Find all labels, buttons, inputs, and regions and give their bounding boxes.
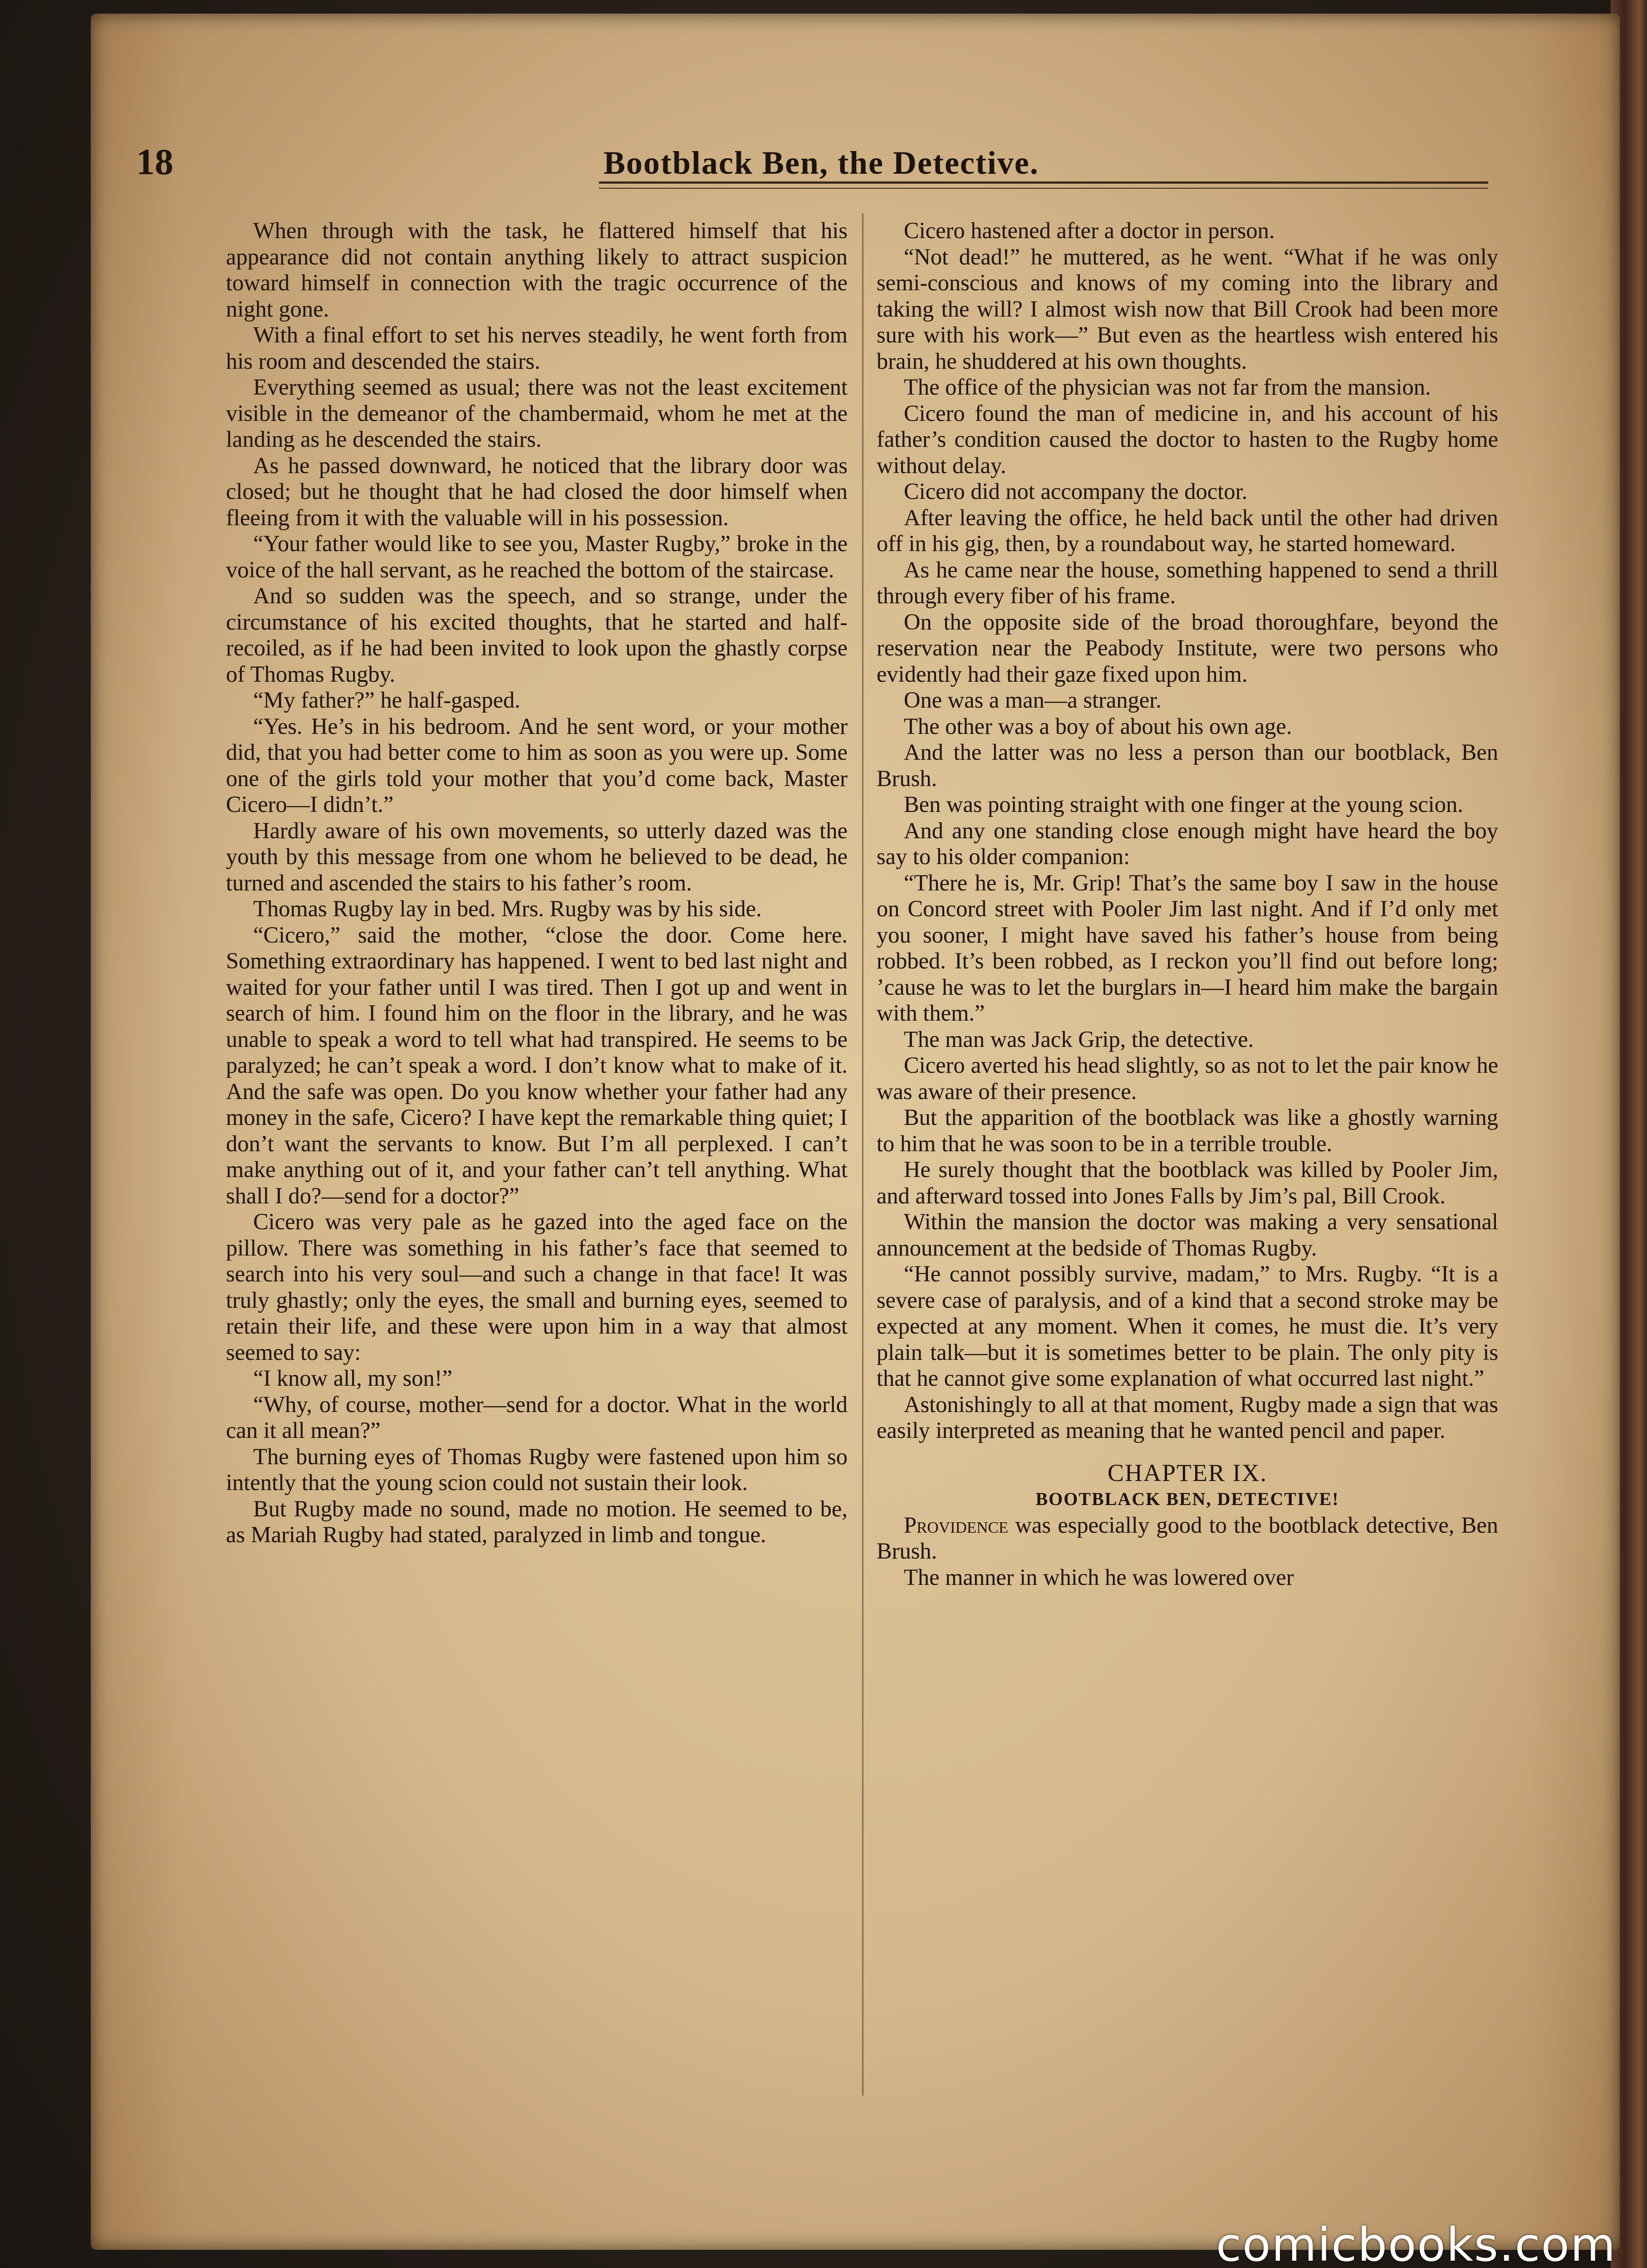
- paragraph: “Not dead!” he muttered, as he went. “What if he was only semi-conscious and knows of my coming into the library and taking the will? I almost wish now that Bill Crook had been more sure with his work—” But even as the heartless wish entered his brain, he shuddered at his own thoughts.: [877, 244, 1498, 374]
- paragraph: After leaving the office, he held back until the other had driven off in his gig, then, by a roundabout way, he started homeward.: [877, 504, 1498, 556]
- chapter-opening-paragraph: [877, 1512, 1498, 1564]
- column-divider: [862, 213, 863, 2096]
- paragraph: Cicero hastened after a doctor in person.: [904, 218, 1275, 243]
- paragraph: But the apparition of the bootblack was like a ghostly warning to him that he was soon to be in a terrible trouble.: [877, 1105, 1498, 1156]
- right-column: [877, 218, 1498, 1590]
- paragraph: He surely thought that the bootblack was killed by Pooler Jim, and afterward tossed into Jones Falls by Jim’s pal, Bill Crook.: [877, 1157, 1498, 1208]
- chapter-heading: CHAPTER IX.: [1107, 1459, 1267, 1486]
- paragraph: Cicero was very pale as he gazed into the aged face on the pillow. There was something in his father’s face that seemed to search into his very soul—and such a change in that face! It was truly ghastly; only the eyes, the small and burning eyes, seemed to retain their life, and these were upon him in a way that almost seemed to say:: [226, 1209, 848, 1365]
- paragraph: “He cannot possibly survive, madam,” to Mrs. Rugby. “It is a severe case of paralysis, and of a kind that a second stroke may be expected at any moment. When it comes, he must die. It’s very plain talk—but it is sometimes better to be plain. The only pity is that he cannot give some explanation of what occurred last night.”: [877, 1261, 1498, 1391]
- paragraph: And so sudden was the speech, and so strange, under the circumstance of his excited thoughts, that he started and half-recoiled, as if he had been invited to look upon the ghastly corpse of Thomas Rugby.: [226, 583, 848, 687]
- paragraph: The manner in which he was lowered over: [904, 1564, 1294, 1590]
- paragraph: And any one standing close enough might have heard the boy say to his older companion:: [877, 817, 1498, 869]
- paragraph: “Yes. He’s in his bedroom. And he sent word, or your mother did, that you had better come to him as soon as you were up. Some one of the girls told your mother that you’d come back, Master Cicero—I didn’t.”: [226, 713, 848, 817]
- paragraph: Cicero did not accompany the doctor.: [904, 479, 1248, 504]
- paragraph: “There he is, Mr. Grip! That’s the same boy I saw in the house on Concord street with Pooler Jim last night. And if I’d only met you sooner, I might have saved his father’s house from being robbed. It’s been robbed, as I reckon you’ll find out before long; ’cause he was to let the burglars in—I heard him make the bargain with them.”: [877, 870, 1498, 1026]
- paragraph: But Rugby made no sound, made no motion. He seemed to be, as Mariah Rugby had stated, paralyzed in limb and tongue.: [226, 1496, 848, 1547]
- running-title: Bootblack Ben, the Detective.: [603, 145, 1039, 181]
- chapter-lead-word: Providence: [904, 1512, 1009, 1538]
- paragraph: As he came near the house, something happened to send a thrill through every fiber of his frame.: [877, 557, 1498, 608]
- watermark: comicbooks.com: [1216, 2218, 1617, 2268]
- paragraph: Ben was pointing straight with one finger at the young scion.: [904, 792, 1463, 817]
- paragraph: “Your father would like to see you, Master Rugby,” broke in the voice of the hall servant, as he reached the bottom of the staircase.: [226, 531, 848, 582]
- paragraph: On the opposite side of the broad thoroughfare, beyond the reservation near the Peabody Institute, were two persons who evidently had their gaze fixed upon him.: [877, 609, 1498, 687]
- paragraph: The burning eyes of Thomas Rugby were fastened upon him so intently that the young scion could not sustain their look.: [226, 1443, 848, 1495]
- paragraph: The office of the physician was not far from the mansion.: [904, 374, 1431, 400]
- paragraph: “My father?” he half-gasped.: [253, 687, 520, 713]
- paragraph: When through with the task, he flattered himself that his appearance did not contain anything likely to attract suspicion toward himself in connection with the tragic occurrence of the night gone.: [226, 218, 848, 322]
- header-rule-thin: [599, 188, 1488, 189]
- paragraph: With a final effort to set his nerves steadily, he went forth from his room and descended the stairs.: [226, 322, 848, 374]
- paragraph: Astonishingly to all at that moment, Rugby made a sign that was easily interpreted as meaning that he wanted pencil and paper.: [877, 1391, 1498, 1443]
- chapter-opening-text: was especially good to the bootblack detective, Ben Brush.: [877, 1512, 1498, 1564]
- paragraph: Within the mansion the doctor was making a very sensational announcement at the bedside of Thomas Rugby.: [877, 1209, 1498, 1261]
- paragraph: The other was a boy of about his own age.: [904, 713, 1292, 739]
- paragraph: “I know all, my son!”: [253, 1365, 452, 1391]
- paragraph: One was a man—a stranger.: [904, 687, 1162, 713]
- paragraph: Hardly aware of his own movements, so utterly dazed was the youth by this message from one whom he believed to be dead, he turned and ascended the stairs to his father’s room.: [226, 817, 848, 895]
- paragraph: The man was Jack Grip, the detective.: [904, 1026, 1254, 1052]
- paragraph: “Cicero,” said the mother, “close the door. Come here. Something extraordinary has happened. I went to bed last night and waited for your father until I was tired. Then I got up and went in search of him. I found him on the floor in the library, and he was unable to speak a word to tell what had transpired. He seems to be paralyzed; he can’t speak a word. I don’t know what to make of it. And the safe was open. Do you know whether your father had any money in the safe, Cicero? I have kept the remarkable thing quiet; I don’t want the servants to know. But I’m all perplexed. I can’t make anything out of it, and your father can’t tell anything. What shall I do?—send for a doctor?”: [226, 922, 848, 1208]
- paragraph: Thomas Rugby lay in bed. Mrs. Rugby was by his side.: [253, 896, 762, 921]
- paragraph: Cicero found the man of medicine in, and his account of his father’s condition caused the doctor to hasten to the Rugby home without delay.: [877, 400, 1498, 478]
- left-column: [226, 218, 848, 1548]
- paragraph: Cicero averted his head slightly, so as not to let the pair know he was aware of their presence.: [877, 1052, 1498, 1104]
- paragraph: “Why, of course, mother—send for a doctor. What in the world can it all mean?”: [226, 1391, 848, 1443]
- paragraph: As he passed downward, he noticed that the library door was closed; but he thought that he had closed the door himself when fleeing from it with the valuable will in his possession.: [226, 452, 848, 530]
- header-rule: [599, 181, 1488, 184]
- chapter-subtitle: BOOTBLACK BEN, DETECTIVE!: [1035, 1489, 1339, 1509]
- page-header: [136, 132, 1488, 200]
- paragraph: Everything seemed as usual; there was not the least excitement visible in the demeanor of the chambermaid, whom he met at the landing as he descended the stairs.: [226, 374, 848, 452]
- paragraph: And the latter was no less a person than our bootblack, Ben Brush.: [877, 739, 1498, 791]
- page-number: 18: [136, 141, 173, 182]
